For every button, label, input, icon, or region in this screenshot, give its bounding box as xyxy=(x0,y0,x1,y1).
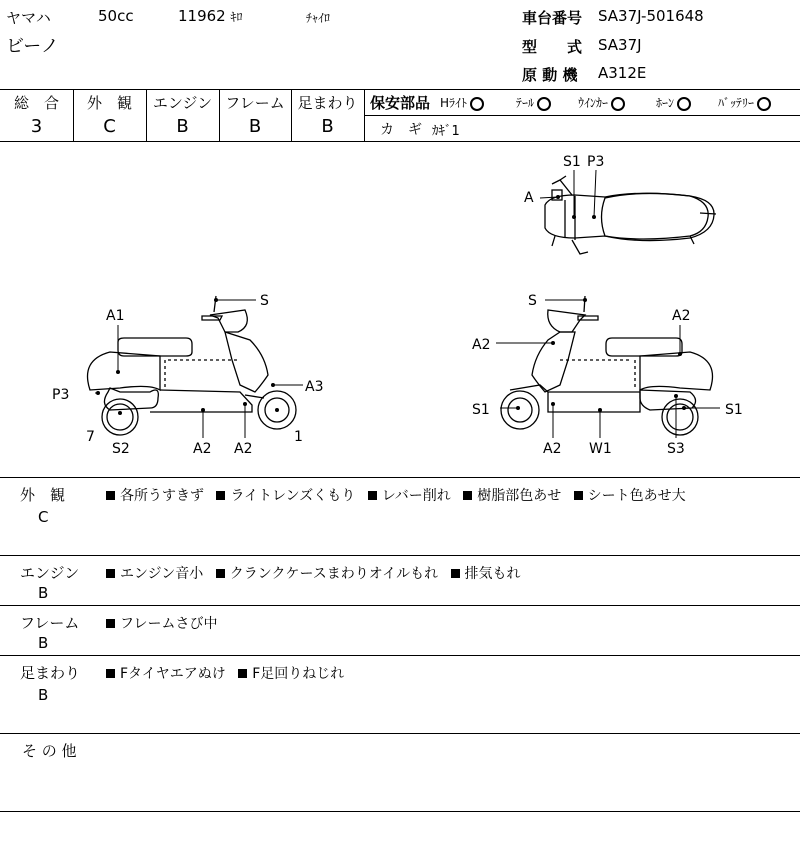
damage-markers xyxy=(96,195,686,415)
mileage: 11962 ｷﾛ xyxy=(178,7,243,25)
square-bullet-icon xyxy=(238,669,247,678)
diagram-label: A1 xyxy=(106,308,125,324)
safety-item: ﾃｰﾙ xyxy=(516,94,551,111)
grade-value-exterior: C xyxy=(103,116,116,137)
diagram-label: 7 xyxy=(86,429,95,445)
diagram-label: S1 xyxy=(725,402,743,418)
scooter-diagram xyxy=(0,142,800,477)
engine-label: 原 動 機 xyxy=(522,66,578,84)
note-item: 各所うすきず xyxy=(106,488,204,504)
square-bullet-icon xyxy=(451,569,460,578)
key-label: カ ギ xyxy=(380,122,422,138)
square-bullet-icon xyxy=(368,491,377,500)
grade-value-engine: B xyxy=(176,116,189,137)
ok-circle-icon xyxy=(537,97,551,111)
diagram-label: S2 xyxy=(112,441,130,457)
grade-value-frame: B xyxy=(248,116,262,137)
section-label: 足まわり xyxy=(20,664,81,682)
square-bullet-icon xyxy=(574,491,583,500)
divider xyxy=(0,733,800,734)
note-item: 排気もれ xyxy=(451,566,521,582)
diagram-label: A2 xyxy=(543,441,562,457)
diagram-label: A2 xyxy=(672,308,691,324)
displacement: 50cc xyxy=(98,7,134,25)
divider xyxy=(364,115,800,116)
diagram-label: P3 xyxy=(587,154,605,170)
grade-label-overall: 総 合 xyxy=(13,94,59,112)
diagram-label: A2 xyxy=(193,441,212,457)
section-notes xyxy=(106,613,225,633)
grade-value-overall: 3 xyxy=(30,116,43,137)
divider xyxy=(0,811,800,812)
type-label: 型 式 xyxy=(522,38,583,56)
note-item: レバー削れ xyxy=(368,488,451,504)
frame-value: SA37J-501648 xyxy=(598,7,704,25)
diagram-label: S1 xyxy=(563,154,581,170)
ok-circle-icon xyxy=(611,97,625,111)
section-grade: B xyxy=(38,634,49,652)
diagram-label: A3 xyxy=(305,379,324,395)
section-label: エンジン xyxy=(20,564,80,582)
color: ﾁｬｲﾛ xyxy=(306,11,331,25)
note-item: フレームさび中 xyxy=(106,616,217,632)
ok-circle-icon xyxy=(677,97,691,111)
section-label: フレーム xyxy=(20,614,80,632)
type-value: SA37J xyxy=(598,36,642,54)
square-bullet-icon xyxy=(216,569,225,578)
diagram-label: S xyxy=(260,293,269,309)
model-name: ビーノ xyxy=(6,36,59,57)
ok-circle-icon xyxy=(757,97,771,111)
grade-label-suspension: 足まわり xyxy=(297,94,358,112)
diagram-label: A2 xyxy=(472,337,491,353)
section-grade: C xyxy=(38,508,49,526)
note-item: Fタイヤエアぬけ xyxy=(106,666,226,682)
key-value: ｶｷﾞ1 xyxy=(432,124,460,139)
diagram-label: S xyxy=(528,293,537,309)
square-bullet-icon xyxy=(106,669,115,678)
divider xyxy=(0,89,800,90)
leader-lines xyxy=(95,170,720,438)
scooter-top-view xyxy=(545,176,716,254)
section-label: 外 観 xyxy=(20,486,66,504)
maker: ヤマハ xyxy=(6,9,51,27)
section-notes xyxy=(106,663,352,683)
square-bullet-icon xyxy=(106,569,115,578)
diagram-label: P3 xyxy=(52,387,70,403)
diagram-label: A xyxy=(524,190,534,206)
engine-value: A312E xyxy=(598,64,647,82)
section-grade: B xyxy=(38,584,49,602)
diagram-label: W1 xyxy=(589,441,612,457)
square-bullet-icon xyxy=(216,491,225,500)
frame-label: 車台番号 xyxy=(522,9,583,27)
section-notes xyxy=(106,563,529,583)
square-bullet-icon xyxy=(463,491,472,500)
note-item: シート色あせ大 xyxy=(574,488,686,504)
section-grade: B xyxy=(38,686,49,704)
divider xyxy=(0,655,800,656)
diagram-label: A2 xyxy=(234,441,253,457)
note-item: エンジン音小 xyxy=(106,566,203,582)
grade-value-suspension: B xyxy=(321,116,334,137)
grade-label-engine: エンジン xyxy=(152,94,213,112)
section-label: そ の 他 xyxy=(22,742,77,760)
note-item: クランクケースまわりオイルもれ xyxy=(216,566,438,582)
square-bullet-icon xyxy=(106,491,115,500)
divider xyxy=(0,477,800,478)
grade-label-frame: フレーム xyxy=(225,94,285,112)
safety-label: 保安部品 xyxy=(370,94,431,112)
note-item: 樹脂部色あせ xyxy=(463,488,561,504)
ok-circle-icon xyxy=(470,97,484,111)
grade-label-exterior: 外 観 xyxy=(86,94,132,112)
safety-item: Hﾗｲﾄ xyxy=(440,94,484,111)
diagram-label: S3 xyxy=(667,441,685,457)
diagram-label: S1 xyxy=(472,402,490,418)
section-notes xyxy=(106,485,694,505)
note-item: ライトレンズくもり xyxy=(216,488,355,504)
safety-item: ﾊﾞｯﾃﾘｰ xyxy=(718,94,771,111)
safety-item: ﾎｰﾝ xyxy=(656,94,691,111)
safety-item: ｳｲﾝｶｰ xyxy=(578,94,625,111)
square-bullet-icon xyxy=(106,619,115,628)
note-item: F足回りねじれ xyxy=(238,666,344,682)
divider xyxy=(0,605,800,606)
diagram-label: 1 xyxy=(294,429,303,445)
divider xyxy=(0,555,800,556)
